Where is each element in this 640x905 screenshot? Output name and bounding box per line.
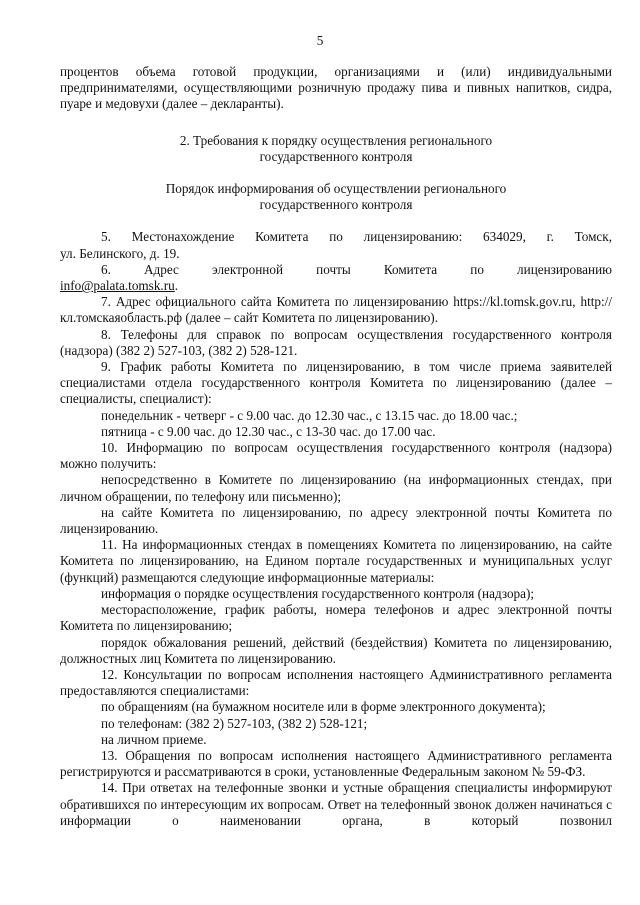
paragraph-8: 8. Телефоны для справок по вопросам осуществления государственного контроля (надзора) (382 2) 527-103, (382 2) 528-121. (60, 326, 612, 358)
paragraph-6-end: . (174, 278, 178, 294)
paragraph-10: 10. Информацию по вопросам осуществления государственного контроля (надзора) можно получить: (60, 440, 612, 472)
paragraph-13: 13. Обращения по вопросам исполнения настоящего Административного регламента регистрируются и рассматриваются в сроки, установленные Федеральным законом № 59-ФЗ. (60, 747, 612, 780)
section-heading-line-1: 2. Требования к порядку осуществления регионального (179, 132, 493, 148)
paragraph-11-item-2: месторасположение, график работы, номера телефонов и адрес электронной почты Комитета по лицензированию; (60, 602, 612, 634)
subsection-heading-line-1: Порядок информирования об осуществлении регионального (165, 181, 507, 197)
paragraph-5-line-2: ул. Белинского, д. 19. (60, 245, 180, 261)
paragraph-intro: процентов объема готовой продукции, организациями и (или) индивидуальными предпринимателями, осуществляющими розничную продажу пива и пивных напитков, сидра, пуаре и медовухи (далее – декларанты). (60, 64, 612, 112)
paragraph-12-item-3: на личном приеме. (101, 731, 207, 747)
paragraph-12: 12. Консультации по вопросам исполнения настоящего Административного регламента предоставляются специалистами: (60, 666, 612, 699)
paragraph-7: 7. Адрес официального сайта Комитета по лицензированию https://kl.tomsk.gov.ru, http://кл.томскаяобласть.рф (далее – сайт Комитета по лицензированию). (60, 294, 612, 326)
section-heading-line-2: государственного контроля (259, 148, 413, 164)
paragraph-6-line-1: 6. Адрес электронной почты Комитета по лицензированию (101, 261, 612, 277)
email-link[interactable]: info@palata.tomsk.ru (60, 278, 175, 294)
paragraph-12-item-2: по телефонам: (382 2) 527-103, (382 2) 528-121; (101, 715, 368, 731)
page-number: 5 (316, 33, 324, 48)
paragraph-9: 9. График работы Комитета по лицензированию, в том числе приема заявителей специалистами отдела государственного контроля Комитета по лицензированию (далее – специалисты, специалист): (60, 359, 612, 407)
paragraph-10-item-2: на сайте Комитета по лицензированию, по адресу электронной почты Комитета по лицензированию. (60, 504, 612, 537)
subsection-heading-line-2: государственного контроля (259, 197, 413, 213)
paragraph-6-line-2 (60, 278, 612, 294)
paragraph-11-item-3: порядок обжалования решений, действий (бездействия) Комитета по лицензированию, должностных лиц Комитета по лицензированию. (60, 634, 612, 666)
paragraph-10-item-1: непосредственно в Комитете по лицензированию (на информационных стендах, при личном обращении, по телефону или письменно); (60, 472, 612, 504)
document-body (60, 64, 612, 829)
paragraph-11-item-1: информация о порядке осуществления государственного контроля (надзора); (101, 585, 535, 601)
paragraph-5-line-1: 5. Местонахождение Комитета по лицензированию: 634029, г. Томск, (101, 229, 612, 245)
paragraph-9-schedule-fri: пятница - с 9.00 час. до 12.30 час., с 13-30 час. до 17.00 час. (101, 423, 436, 439)
paragraph-14: 14. При ответах на телефонные звонки и устные обращения специалисты информируют обратившихся по интересующим их вопросам. Ответ на телефонный звонок должен начинаться с информации о наименовании органа, в который позвонил (60, 780, 612, 828)
paragraph-9-schedule-mon-thu: понедельник - четверг - с 9.00 час. до 12.30 час., с 13.15 час. до 18.00 час.; (101, 407, 518, 423)
paragraph-12-item-1: по обращениям (на бумажном носителе или в форме электронного документа); (101, 699, 546, 715)
paragraph-11: 11. На информационных стендах в помещениях Комитета по лицензированию, на сайте Комитета по лицензированию, на Едином портале государственных и муниципальных услуг (функций) размещаются следующие информационные материалы: (60, 537, 612, 585)
